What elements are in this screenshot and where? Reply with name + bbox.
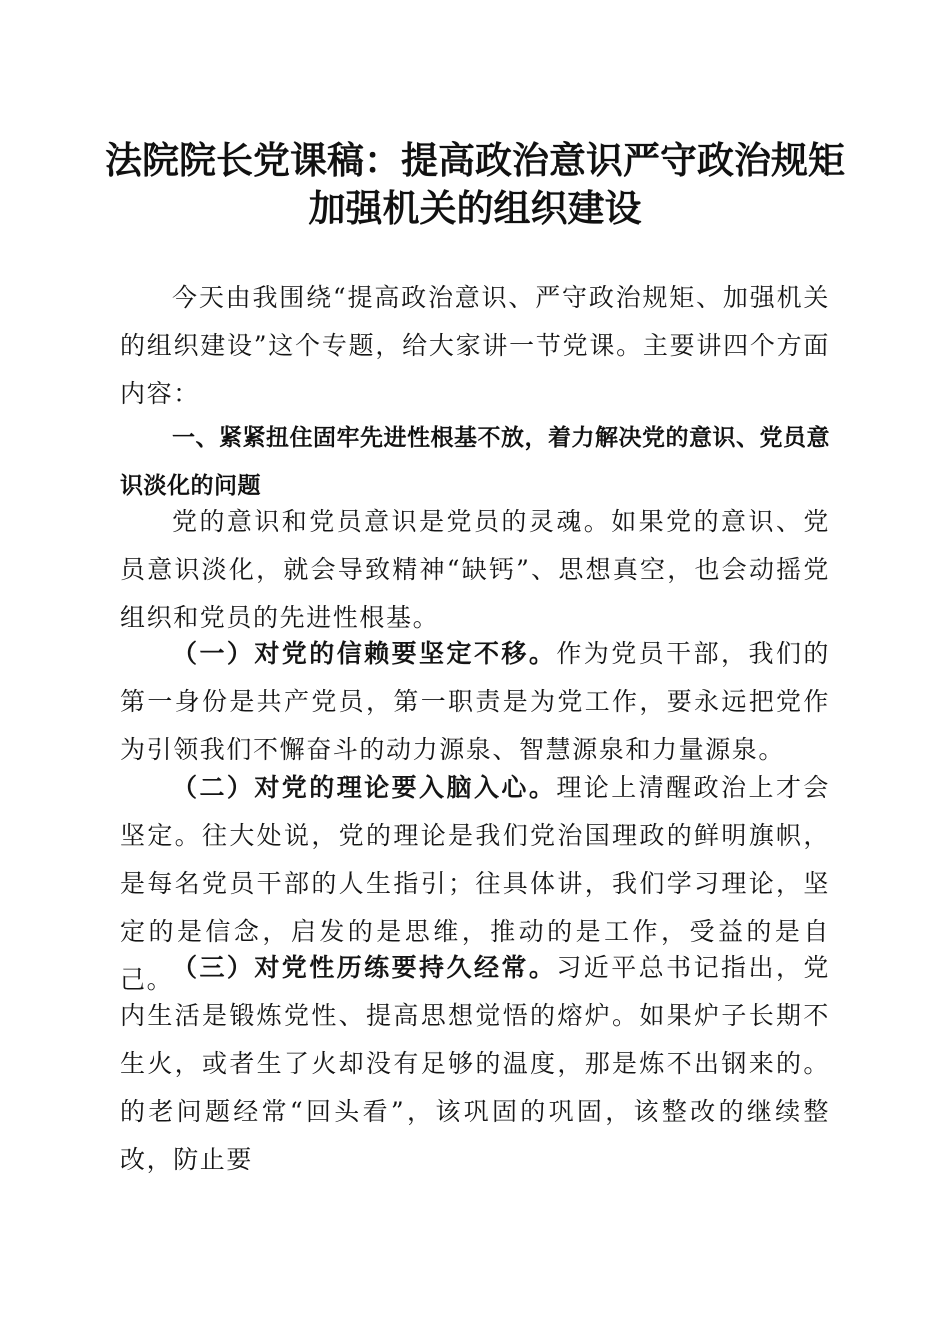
point-2-lead: （二）对党的理论要入脑入心。 bbox=[172, 773, 557, 802]
section-1-heading: 一、紧紧扭住固牢先进性根基不放，着力解决党的意识、党员意识淡化的问题 bbox=[120, 425, 830, 499]
intro-paragraph: 今天由我围绕“提高政治意识、严守政治规矩、加强机关的组织建设”这个专题，给大家讲一节党课。主要讲四个方面内容： bbox=[120, 283, 830, 408]
point-1-lead: （一）对党的信赖要坚定不移。 bbox=[172, 639, 557, 668]
point-3-lead: （三）对党性历练要持久经常。 bbox=[172, 953, 557, 982]
section-1-paragraph: 党的意识和党员意识是党员的灵魂。如果党的意识、党员意识淡化，就会导致精神“缺钙”、思想真空，也会动摇党组织和党员的先进性根基。 bbox=[120, 507, 830, 632]
document-title-line-1: 法院院长党课稿：提高政治意识严守政治规矩 bbox=[105, 138, 845, 182]
point-1-text: 作为党员干部，我们的第一身份是共产党员，第一职责是为党工作，要永远把党作为引领我们不懈奋斗的动力源泉、智慧源泉和力量源泉。 bbox=[120, 639, 830, 764]
point-1-paragraph bbox=[120, 630, 830, 774]
point-2-text: 理论上清醒政治上才会坚定。往大处说，党的理论是我们党治国理政的鲜明旗帜，是每名党员干部的人生指引；往具体讲，我们学习理论，坚定的是信念，启发的是思维，推动的是工作，受益的是自己。 bbox=[120, 773, 830, 994]
point-3-paragraph bbox=[120, 944, 830, 1184]
document-title-line-2: 加强机关的组织建设 bbox=[308, 186, 642, 230]
point-3-text: 习近平总书记指出，党内生活是锻炼党性、提高思想觉悟的熔炉。如果炉子长期不生火，或者生了火却没有足够的温度，那是炼不出钢来的。的老问题经常“回头看”，该巩固的巩固，该整改的继续整改，防止要 bbox=[120, 953, 830, 1174]
